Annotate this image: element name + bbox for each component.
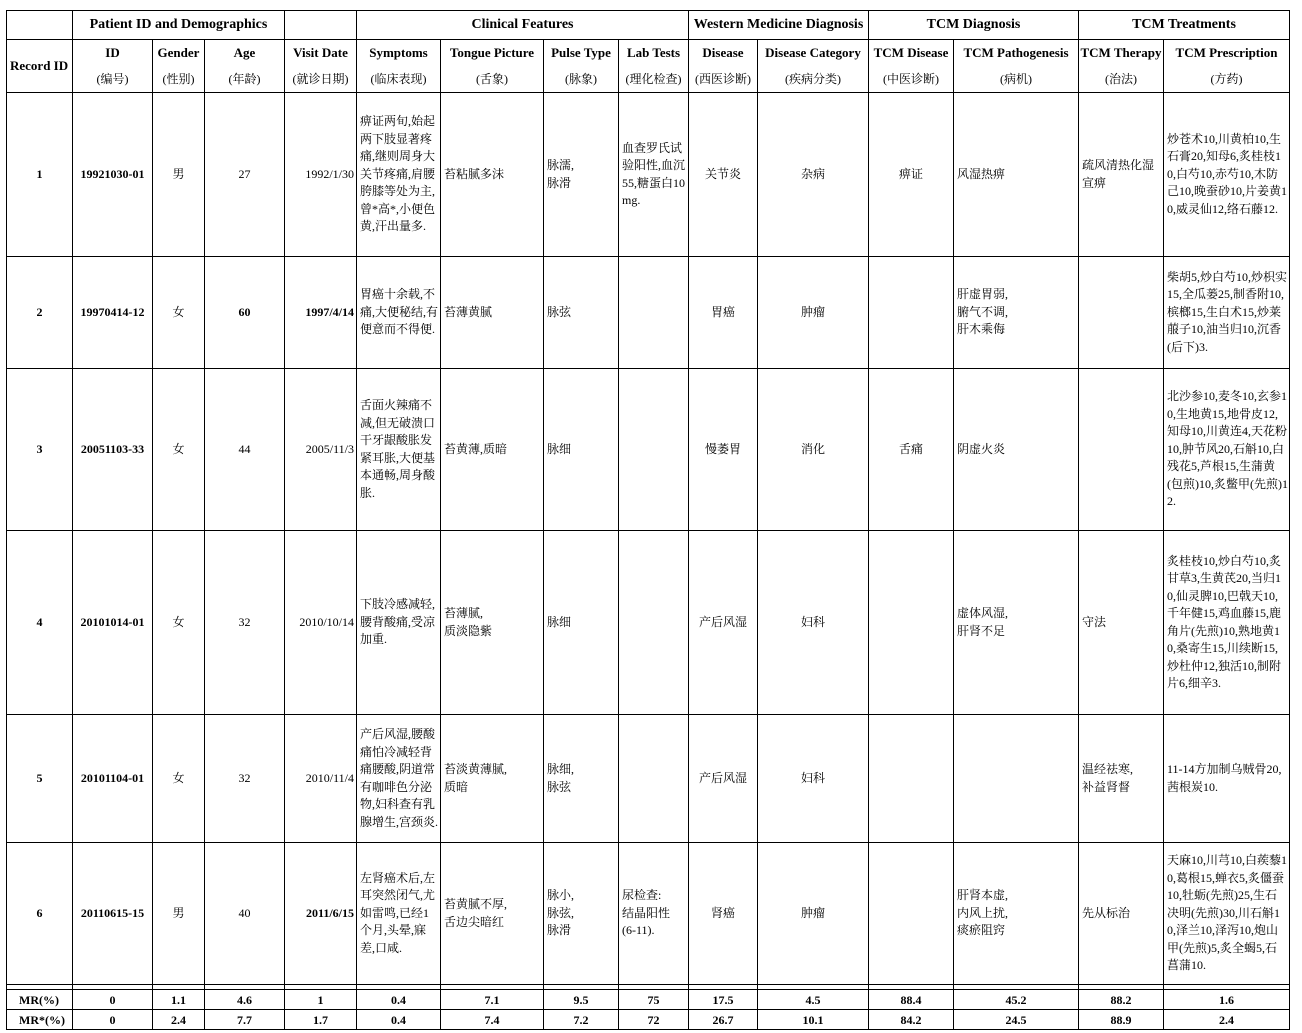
cell-age-text: 40 — [238, 905, 251, 920]
cell-prescription-text: 北沙参10,麦冬10,玄参10,生地黄15,地骨皮12,知母10,川黄连4,天花粉10,肿节风20,石斛10,白残花5,芦根15,生蒲黄(包煎)10,炙鳖甲(先煎)12. — [1167, 389, 1288, 509]
missing-rate-value: 72 — [619, 1010, 689, 1030]
cell-lab-tests-text: 血查罗氏试验阳性,血沉55,糖蛋白10mg. — [622, 140, 686, 207]
cell-id — [73, 93, 153, 257]
table-row — [7, 257, 1290, 369]
cell-lab-tests — [619, 93, 689, 257]
group-header-row — [7, 11, 1290, 40]
cell-pulse — [544, 715, 619, 843]
cell-tongue-text: 苔淡黄薄腻, 质暗 — [444, 762, 508, 794]
cell-id-text: 20051103-33 — [80, 441, 145, 456]
missing-rate-value: 1 — [285, 990, 357, 1010]
cell-record-id — [7, 93, 73, 257]
cell-id-text: 20101104-01 — [80, 770, 145, 785]
cell-gender-text: 女 — [172, 770, 185, 785]
cell-therapy — [1079, 257, 1164, 369]
missing-rate-value: 7.1 — [441, 990, 544, 1010]
cell-disease-category — [758, 715, 869, 843]
cell-disease-category-text: 杂病 — [800, 166, 825, 181]
cell-pathogenesis-text: 虚体风湿, 肝肾不足 — [957, 606, 1009, 638]
cell-therapy-text: 守法 — [1082, 614, 1107, 629]
cell-gender — [153, 93, 205, 257]
cell-record-id-text: 5 — [36, 770, 43, 785]
missing-rate-value: 84.2 — [869, 1010, 954, 1030]
cell-disease-category — [758, 93, 869, 257]
cell-record-id-text: 3 — [36, 441, 43, 456]
column-header-pathogenesis-cn: (病机) — [1000, 72, 1032, 86]
group-header-western: Western Medicine Diagnosis — [689, 11, 869, 40]
missing-rate-value: 0.4 — [357, 1010, 441, 1030]
column-header-tongue — [441, 40, 544, 93]
cell-therapy-text: 温经祛寒, 补益肾督 — [1082, 762, 1134, 794]
cell-age — [205, 531, 285, 715]
group-header-clinical: Clinical Features — [357, 11, 689, 40]
group-header-blank — [7, 11, 73, 40]
cell-disease-category-text: 肿瘤 — [800, 304, 825, 319]
cell-lab-tests — [619, 715, 689, 843]
cell-disease — [689, 843, 758, 985]
column-header-therapy — [1079, 40, 1164, 93]
column-header-pathogenesis — [954, 40, 1079, 93]
column-header-tcm-disease-en: TCM Disease — [873, 45, 949, 60]
column-header-prescription — [1164, 40, 1290, 93]
cell-visit-date-text: 2010/10/14 — [299, 614, 354, 629]
cell-age — [205, 715, 285, 843]
cell-lab-tests — [619, 369, 689, 531]
missing-rate-value: 17.5 — [689, 990, 758, 1010]
cell-symptoms — [357, 369, 441, 531]
column-header-record-id: Record ID — [7, 40, 73, 93]
cell-id-text: 19921030-01 — [80, 166, 145, 181]
group-header-patient: Patient ID and Demographics — [73, 11, 285, 40]
missing-rate-value: 88.2 — [1079, 990, 1164, 1010]
cell-age-text: 27 — [238, 166, 251, 181]
column-header-gender-en: Gender — [157, 45, 200, 60]
cell-pulse — [544, 93, 619, 257]
medical-records-table — [6, 10, 1290, 1030]
cell-tongue-text: 苔薄腻, 质淡隐紫 — [444, 606, 493, 638]
cell-pulse — [544, 843, 619, 985]
cell-symptoms — [357, 843, 441, 985]
cell-record-id — [7, 369, 73, 531]
cell-pathogenesis-text: 肝肾本虚, 内风上扰, 痰瘀阻窍 — [957, 888, 1009, 938]
cell-gender-text: 男 — [172, 166, 185, 181]
cell-gender — [153, 843, 205, 985]
column-header-pulse-cn: (脉象) — [565, 72, 597, 86]
cell-symptoms — [357, 93, 441, 257]
cell-tongue-text: 苔黄薄,质暗 — [444, 441, 508, 456]
table-row — [7, 93, 1290, 257]
cell-visit-date-text: 1992/1/30 — [305, 166, 354, 181]
column-header-visit-en: Visit Date — [293, 45, 348, 60]
cell-gender — [153, 369, 205, 531]
missing-rate-value: 45.2 — [954, 990, 1079, 1010]
cell-therapy — [1079, 93, 1164, 257]
cell-id — [73, 257, 153, 369]
cell-symptoms-text: 舌面火辣痛不减,但无破溃口干牙龈酸胀发紧耳胀,大便基本通畅,周身酸胀. — [360, 398, 436, 500]
cell-lab-tests-text: 尿检查: 结晶阳性 (6-11). — [622, 888, 671, 938]
column-header-id-cn: (编号) — [96, 72, 129, 86]
column-header-lab-en: Lab Tests — [626, 45, 681, 60]
cell-disease-text: 肾癌 — [710, 905, 735, 920]
column-header-disease-cn: (西医诊断) — [695, 72, 751, 86]
cell-symptoms-text: 产后风湿,腰酸痛怕冷减轻背痛腰酸,阴道常有咖啡色分泌物,妇科查有乳腺增生,宫颈炎. — [360, 727, 439, 829]
cell-record-id — [7, 843, 73, 985]
cell-therapy-text: 先从标治 — [1082, 905, 1131, 920]
cell-symptoms — [357, 257, 441, 369]
missing-rate-value: 88.4 — [869, 990, 954, 1010]
cell-prescription — [1164, 531, 1290, 715]
cell-pathogenesis — [954, 531, 1079, 715]
cell-tongue-text: 苔粘腻多沫 — [444, 166, 505, 181]
cell-age-text: 60 — [238, 304, 251, 319]
cell-disease-text: 产后风湿 — [698, 614, 747, 629]
cell-disease-category-text: 妇科 — [800, 770, 825, 785]
cell-pulse-text: 脉细 — [547, 441, 572, 456]
cell-disease — [689, 93, 758, 257]
missing-rate-row — [7, 990, 1290, 1010]
cell-tcm-disease-text: 舌痛 — [898, 441, 923, 456]
cell-tcm-disease — [869, 715, 954, 843]
cell-therapy-text: 疏风清热化湿宣痹 — [1082, 158, 1155, 190]
column-header-tongue-en: Tongue Picture — [449, 45, 535, 60]
cell-visit-date — [285, 843, 357, 985]
column-header-symptoms — [357, 40, 441, 93]
cell-record-id-text: 2 — [36, 304, 43, 319]
column-header-id-en: ID — [105, 45, 120, 60]
cell-visit-date — [285, 93, 357, 257]
cell-tcm-disease — [869, 843, 954, 985]
cell-tongue — [441, 257, 544, 369]
missing-rate-label: MR*(%) — [7, 1010, 73, 1030]
cell-symptoms — [357, 715, 441, 843]
column-header-symptoms-en: Symptoms — [369, 45, 428, 60]
cell-therapy — [1079, 715, 1164, 843]
cell-disease-category — [758, 257, 869, 369]
cell-tcm-disease — [869, 531, 954, 715]
table-row — [7, 715, 1290, 843]
cell-disease-text: 慢萎胃 — [704, 441, 741, 456]
column-header-tcm-disease — [869, 40, 954, 93]
cell-symptoms-text: 左肾癌术后,左耳突然闭气,尤如雷鸣,已经1个月,头晕,寐差,口咸. — [360, 870, 436, 955]
cell-lab-tests — [619, 257, 689, 369]
cell-disease-category-text: 消化 — [800, 441, 825, 456]
cell-id — [73, 369, 153, 531]
column-header-visit-cn: (就诊日期) — [292, 72, 349, 86]
cell-disease-text: 胃癌 — [710, 304, 735, 319]
cell-record-id-text: 1 — [36, 166, 43, 181]
cell-visit-date-text: 2010/11/4 — [305, 770, 354, 785]
cell-tcm-disease-text: 痹证 — [898, 166, 923, 181]
missing-rate-value: 2.4 — [1164, 1010, 1290, 1030]
cell-tcm-disease — [869, 369, 954, 531]
cell-prescription-text: 11-14方加制乌贼骨20,茜根炭10. — [1167, 762, 1282, 794]
cell-gender — [153, 257, 205, 369]
missing-rate-value: 7.7 — [205, 1010, 285, 1030]
missing-rate-value: 10.1 — [758, 1010, 869, 1030]
cell-tongue — [441, 715, 544, 843]
missing-rate-value: 2.4 — [153, 1010, 205, 1030]
cell-pathogenesis — [954, 715, 1079, 843]
group-header-tcm-diagnosis: TCM Diagnosis — [869, 11, 1079, 40]
cell-disease-category — [758, 843, 869, 985]
column-header-tongue-cn: (舌象) — [476, 72, 508, 86]
cell-visit-date-text: 2011/6/15 — [305, 905, 354, 920]
missing-rate-label: MR(%) — [7, 990, 73, 1010]
cell-disease — [689, 715, 758, 843]
column-header-pathogenesis-en: TCM Pathogenesis — [963, 45, 1069, 60]
cell-age — [205, 843, 285, 985]
cell-age-text: 44 — [238, 441, 251, 456]
column-header-lab-cn: (理化检查) — [625, 72, 682, 86]
missing-rate-value: 4.5 — [758, 990, 869, 1010]
cell-age — [205, 257, 285, 369]
missing-rate-value: 7.4 — [441, 1010, 544, 1030]
column-header-lab — [619, 40, 689, 93]
cell-tongue — [441, 531, 544, 715]
cell-prescription-text: 天麻10,川芎10,白蒺藜10,葛根15,蝉衣5,炙僵蚕10,牡蛎(先煎)25,生石决明(先煎)30,川石斛10,泽兰10,泽泻10,炮山甲(先煎)5,炙全蝎5,石菖蒲10. — [1167, 853, 1288, 973]
cell-disease — [689, 369, 758, 531]
missing-rate-value: 0 — [73, 990, 153, 1010]
column-header-row — [7, 40, 1290, 93]
cell-gender — [153, 715, 205, 843]
missing-rate-value: 4.6 — [205, 990, 285, 1010]
cell-disease — [689, 531, 758, 715]
column-header-gender — [153, 40, 205, 93]
cell-gender-text: 女 — [172, 614, 185, 629]
cell-symptoms-text: 痹证两旬,始起两下肢显著疼痛,继则周身大关节疼痛,肩腰胯膝等处为主,曾*高*,小便色黄,汗出量多. — [360, 114, 436, 234]
missing-rate-value: 0 — [73, 1010, 153, 1030]
cell-prescription-text: 柴胡5,炒白芍10,炒枳实15,全瓜蒌25,制香附10,槟榔15,生白术15,炒莱菔子10,油当归10,沉香(后下)3. — [1167, 269, 1288, 354]
column-header-therapy-cn: (治法) — [1105, 72, 1137, 86]
cell-pulse — [544, 531, 619, 715]
cell-age-text: 32 — [238, 614, 251, 629]
cell-id-text: 20110615-15 — [80, 905, 145, 920]
table-row — [7, 843, 1290, 985]
cell-therapy — [1079, 369, 1164, 531]
cell-pathogenesis-text: 风湿热痹 — [957, 166, 1006, 181]
cell-age-text: 32 — [238, 770, 251, 785]
cell-prescription — [1164, 715, 1290, 843]
cell-pulse — [544, 257, 619, 369]
cell-pulse-text: 脉弦 — [547, 304, 572, 319]
missing-rate-value: 1.7 — [285, 1010, 357, 1030]
cell-id — [73, 715, 153, 843]
cell-symptoms-text: 胃癌十余载,不痛,大便秘结,有便意而不得便. — [360, 287, 439, 337]
cell-age — [205, 369, 285, 531]
cell-id-text: 20101014-01 — [80, 614, 145, 629]
column-header-age — [205, 40, 285, 93]
missing-rate-value: 0.4 — [357, 990, 441, 1010]
cell-prescription-text: 炒苍术10,川黄柏10,生石膏20,知母6,炙桂枝10,白芍10,赤芍10,木防己10,晚蚕砂10,片姜黄10,威灵仙12,络石藤12. — [1167, 131, 1288, 216]
cell-id — [73, 531, 153, 715]
cell-id — [73, 843, 153, 985]
cell-tongue-text: 苔黄腻不厚, 舌边尖暗红 — [444, 897, 508, 929]
cell-prescription — [1164, 93, 1290, 257]
column-header-disease-en: Disease — [702, 45, 744, 60]
cell-id-text: 19970414-12 — [80, 304, 145, 319]
missing-rate-value: 75 — [619, 990, 689, 1010]
cell-prescription-text: 炙桂枝10,炒白芍10,炙甘草3,生黄芪20,当归10,仙灵脾10,巴戟天10,千年健15,鸡血藤15,鹿角片(先煎)10,熟地黄10,桑寄生15,川续断15,炒杜仲12,独活10,制附片6,细辛3. — [1167, 553, 1282, 690]
missing-rate-value: 9.5 — [544, 990, 619, 1010]
cell-age — [205, 93, 285, 257]
cell-lab-tests — [619, 843, 689, 985]
missing-rate-value: 7.2 — [544, 1010, 619, 1030]
cell-visit-date — [285, 257, 357, 369]
cell-pulse — [544, 369, 619, 531]
cell-therapy — [1079, 843, 1164, 985]
cell-prescription — [1164, 257, 1290, 369]
column-header-symptoms-cn: (临床表现) — [370, 72, 427, 86]
cell-therapy — [1079, 531, 1164, 715]
cell-tcm-disease — [869, 93, 954, 257]
column-header-disease — [689, 40, 758, 93]
cell-disease-text: 产后风湿 — [698, 770, 747, 785]
missing-rate-value: 26.7 — [689, 1010, 758, 1030]
cell-disease-category — [758, 531, 869, 715]
medical-records-table-wrapper — [6, 10, 1290, 1030]
group-header-tcm-treatments: TCM Treatments — [1079, 11, 1290, 40]
cell-record-id — [7, 531, 73, 715]
cell-symptoms-text: 下肢冷感减轻,腰背酸痛,受凉加重. — [360, 597, 436, 647]
column-header-age-en: Age — [233, 45, 256, 60]
column-header-age-cn: (年龄) — [228, 72, 261, 86]
table-row — [7, 531, 1290, 715]
cell-pathogenesis — [954, 843, 1079, 985]
cell-disease-category — [758, 369, 869, 531]
missing-rate-value: 88.9 — [1079, 1010, 1164, 1030]
missing-rate-value: 24.5 — [954, 1010, 1079, 1030]
group-header-visit-blank — [285, 11, 357, 40]
cell-record-id — [7, 257, 73, 369]
cell-visit-date — [285, 369, 357, 531]
cell-gender-text: 女 — [172, 304, 185, 319]
column-header-visit-date — [285, 40, 357, 93]
column-header-id — [73, 40, 153, 93]
cell-gender-text: 男 — [172, 905, 185, 920]
cell-pulse-text: 脉小, 脉弦, 脉滑 — [547, 888, 575, 938]
cell-tongue — [441, 93, 544, 257]
missing-rate-rows — [7, 985, 1290, 1030]
table-row — [7, 369, 1290, 531]
cell-visit-date-text: 2005/11/3 — [305, 441, 354, 456]
cell-pulse-text: 脉细 — [547, 614, 572, 629]
cell-disease-category-text: 肿瘤 — [800, 905, 825, 920]
cell-disease-text: 关节炎 — [704, 166, 741, 181]
cell-pathogenesis-text: 阴虚火炎 — [957, 441, 1006, 456]
column-header-pulse — [544, 40, 619, 93]
column-header-category-en: Disease Category — [765, 45, 861, 60]
column-header-category-cn: (疾病分类) — [785, 72, 841, 86]
cell-tcm-disease — [869, 257, 954, 369]
cell-gender — [153, 531, 205, 715]
cell-visit-date-text: 1997/4/14 — [305, 304, 354, 319]
cell-pathogenesis-text: 肝虚胃弱, 腑气不调, 肝木乘侮 — [957, 287, 1009, 337]
column-header-pulse-en: Pulse Type — [551, 45, 611, 60]
cell-pulse-text: 脉细, 脉弦 — [547, 762, 575, 794]
missing-rate-row — [7, 1010, 1290, 1030]
cell-record-id-text: 4 — [36, 614, 43, 629]
missing-rate-value: 1.6 — [1164, 990, 1290, 1010]
cell-visit-date — [285, 531, 357, 715]
record-rows — [7, 93, 1290, 985]
cell-tongue-text: 苔薄黄腻 — [444, 304, 493, 319]
cell-symptoms — [357, 531, 441, 715]
column-header-gender-cn: (性别) — [162, 72, 195, 86]
column-header-tcm-disease-cn: (中医诊断) — [883, 72, 939, 86]
cell-prescription — [1164, 369, 1290, 531]
column-header-category — [758, 40, 869, 93]
cell-lab-tests — [619, 531, 689, 715]
cell-record-id — [7, 715, 73, 843]
cell-prescription — [1164, 843, 1290, 985]
missing-rate-value: 1.1 — [153, 990, 205, 1010]
cell-gender-text: 女 — [172, 441, 185, 456]
cell-visit-date — [285, 715, 357, 843]
cell-pathogenesis — [954, 257, 1079, 369]
cell-pathogenesis — [954, 93, 1079, 257]
cell-record-id-text: 6 — [36, 905, 43, 920]
cell-disease — [689, 257, 758, 369]
cell-tongue — [441, 843, 544, 985]
column-header-prescription-cn: (方药) — [1210, 72, 1243, 86]
cell-pathogenesis — [954, 369, 1079, 531]
column-header-prescription-en: TCM Prescription — [1175, 45, 1278, 60]
cell-tongue — [441, 369, 544, 531]
column-header-therapy-en: TCM Therapy — [1080, 45, 1162, 60]
cell-disease-category-text: 妇科 — [800, 614, 825, 629]
cell-pulse-text: 脉濡, 脉滑 — [547, 158, 575, 190]
